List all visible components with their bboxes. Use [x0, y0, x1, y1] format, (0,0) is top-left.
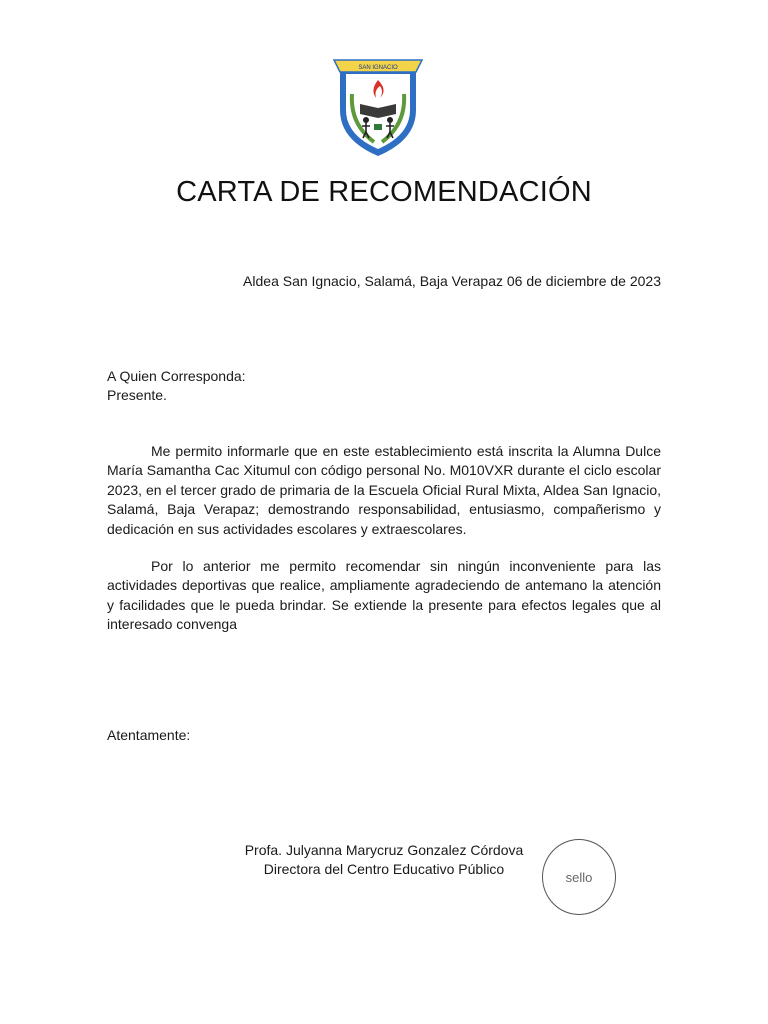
signatory-name: Profa. Julyanna Marycruz Gonzalez Córdova: [244, 842, 524, 858]
place-and-date: Aldea San Ignacio, Salamá, Baja Verapaz 06 de diciembre de 2023: [243, 273, 661, 289]
seal-label: sello: [565, 869, 593, 885]
signature-block: [234, 841, 534, 879]
seal-stamp: [542, 839, 616, 915]
school-crest-logo: [330, 54, 426, 158]
closing: Atentamente:: [107, 727, 191, 743]
crest-banner-text: SAN IGNACIO: [358, 65, 398, 71]
body-paragraph-2: Por lo anterior me permito recomendar sin ningún inconveniente para las actividades deportivas que realice, ampliamente agradeciendo de antemano la atención y facilidades que le pueda brindar. Se extiende la presente para efectos legales que al interesado convenga: [107, 558, 661, 633]
body-paragraph-1: Me permito informarle que en este establecimiento está inscrita la Alumna Dulce María Samantha Cac Xitumul con código personal No. M010VXR durante el ciclo escolar 2023, en el tercer grado de primaria de la Escuela Oficial Rural Mixta, Aldea San Ignacio, Salamá, Baja Verapaz; demostrando responsabilidad, entusiasmo, compañerismo y dedicación en sus actividades escolares y extraescolares.: [107, 443, 661, 537]
greeting-line-1: A Quien Corresponda:: [107, 368, 246, 384]
greeting: [107, 367, 246, 405]
signatory-role: Directora del Centro Educativo Público: [263, 861, 505, 877]
greeting-line-2: Presente.: [107, 387, 167, 403]
letter-body: [107, 442, 661, 653]
shield-icon: [330, 54, 426, 158]
page-title: CARTA DE RECOMENDACIÓN: [176, 176, 592, 208]
